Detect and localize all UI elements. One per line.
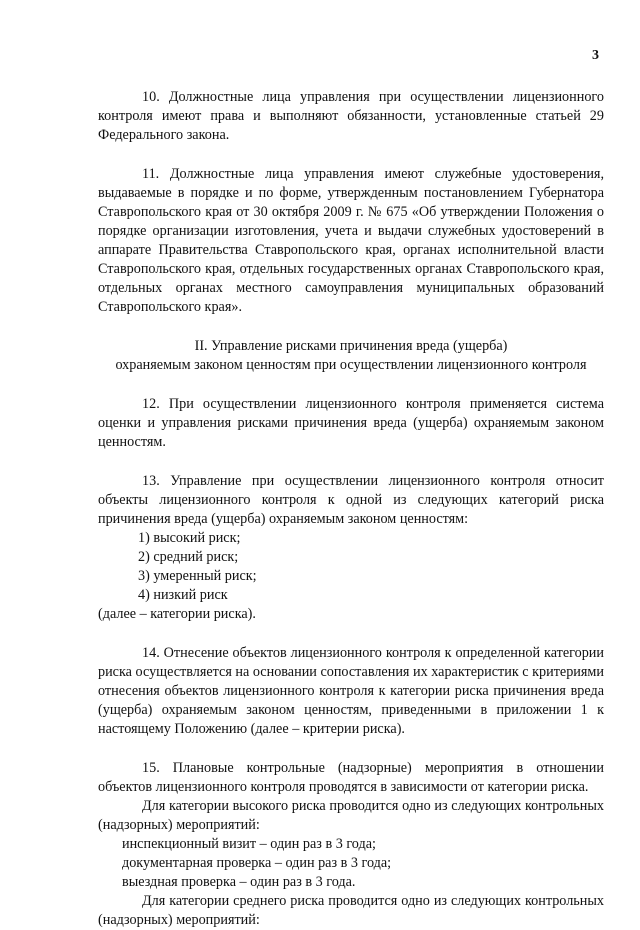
risk-categories-note: (далее – категории риска). [98,606,256,622]
high-risk-intro: Для категории высокого риска проводится одно из следующих контрольных (надзорных) мероприятий: [98,798,604,833]
document-body [98,88,604,930]
risk-category-item: 2) средний риск; [138,549,239,565]
paragraph-10: 10. Должностные лица управления при осуществлении лицензионного контроля имеют права и выполняют обязанности, установленные статьей 29 Федерального закона. [98,89,604,143]
high-risk-item: выездная проверка – один раз в 3 года. [122,874,356,890]
high-risk-item: документарная проверка – один раз в 3 года; [122,855,392,871]
medium-risk-intro: Для категории среднего риска проводится одно из следующих контрольных (надзорных) мероприятий: [98,893,604,928]
risk-category-item: 4) низкий риск [138,587,228,603]
paragraph-11: 11. Должностные лица управления имеют служебные удостоверения, выдаваемые в порядке и по форме, утвержденным постановлением Губернатора Ставропольского края от 30 октября 2009 г. № 675 «Об утверждении Положения о порядке организации изготовления, учета и выдачи служебных удостоверений в аппарате Правительства Ставропольского края, органах исполнительной власти Ставропольского края, отдельных государственных органах Ставропольского края, отдельных органах местного самоуправления муниципальных образований Ставропольского края». [98,166,604,315]
section-heading-line-1: II. Управление рисками причинения вреда (ущерба) [194,338,508,354]
high-risk-item: инспекционный визит – один раз в 3 года; [122,836,376,852]
risk-category-item: 3) умеренный риск; [138,568,257,584]
paragraph-15: 15. Плановые контрольные (надзорные) мероприятия в отношении объектов лицензионного контроля проводятся в зависимости от категории риска. [98,760,604,795]
page-number: 3 [592,48,599,63]
paragraph-14: 14. Отнесение объектов лицензионного контроля к определенной категории риска осуществляется на основании сопоставления их характеристик с критериями отнесения объектов лицензионного контроля к категории риска причинения вреда (ущерба) охраняемым законом ценностям, приведенными в приложении 1 к настоящему Положению (далее – критерии риска). [98,645,604,737]
risk-category-item: 1) высокий риск; [138,530,241,546]
section-heading-line-2: охраняемым законом ценностям при осуществлении лицензионного контроля [115,357,587,373]
paragraph-12: 12. При осуществлении лицензионного контроля применяется система оценки и управления рисками причинения вреда (ущерба) охраняемым законом ценностям. [98,396,604,450]
paragraph-13: 13. Управление при осуществлении лицензионного контроля относит объекты лицензионного контроля к одной из следующих категорий риска причинения вреда (ущерба) охраняемым законом ценностям: [98,473,604,527]
